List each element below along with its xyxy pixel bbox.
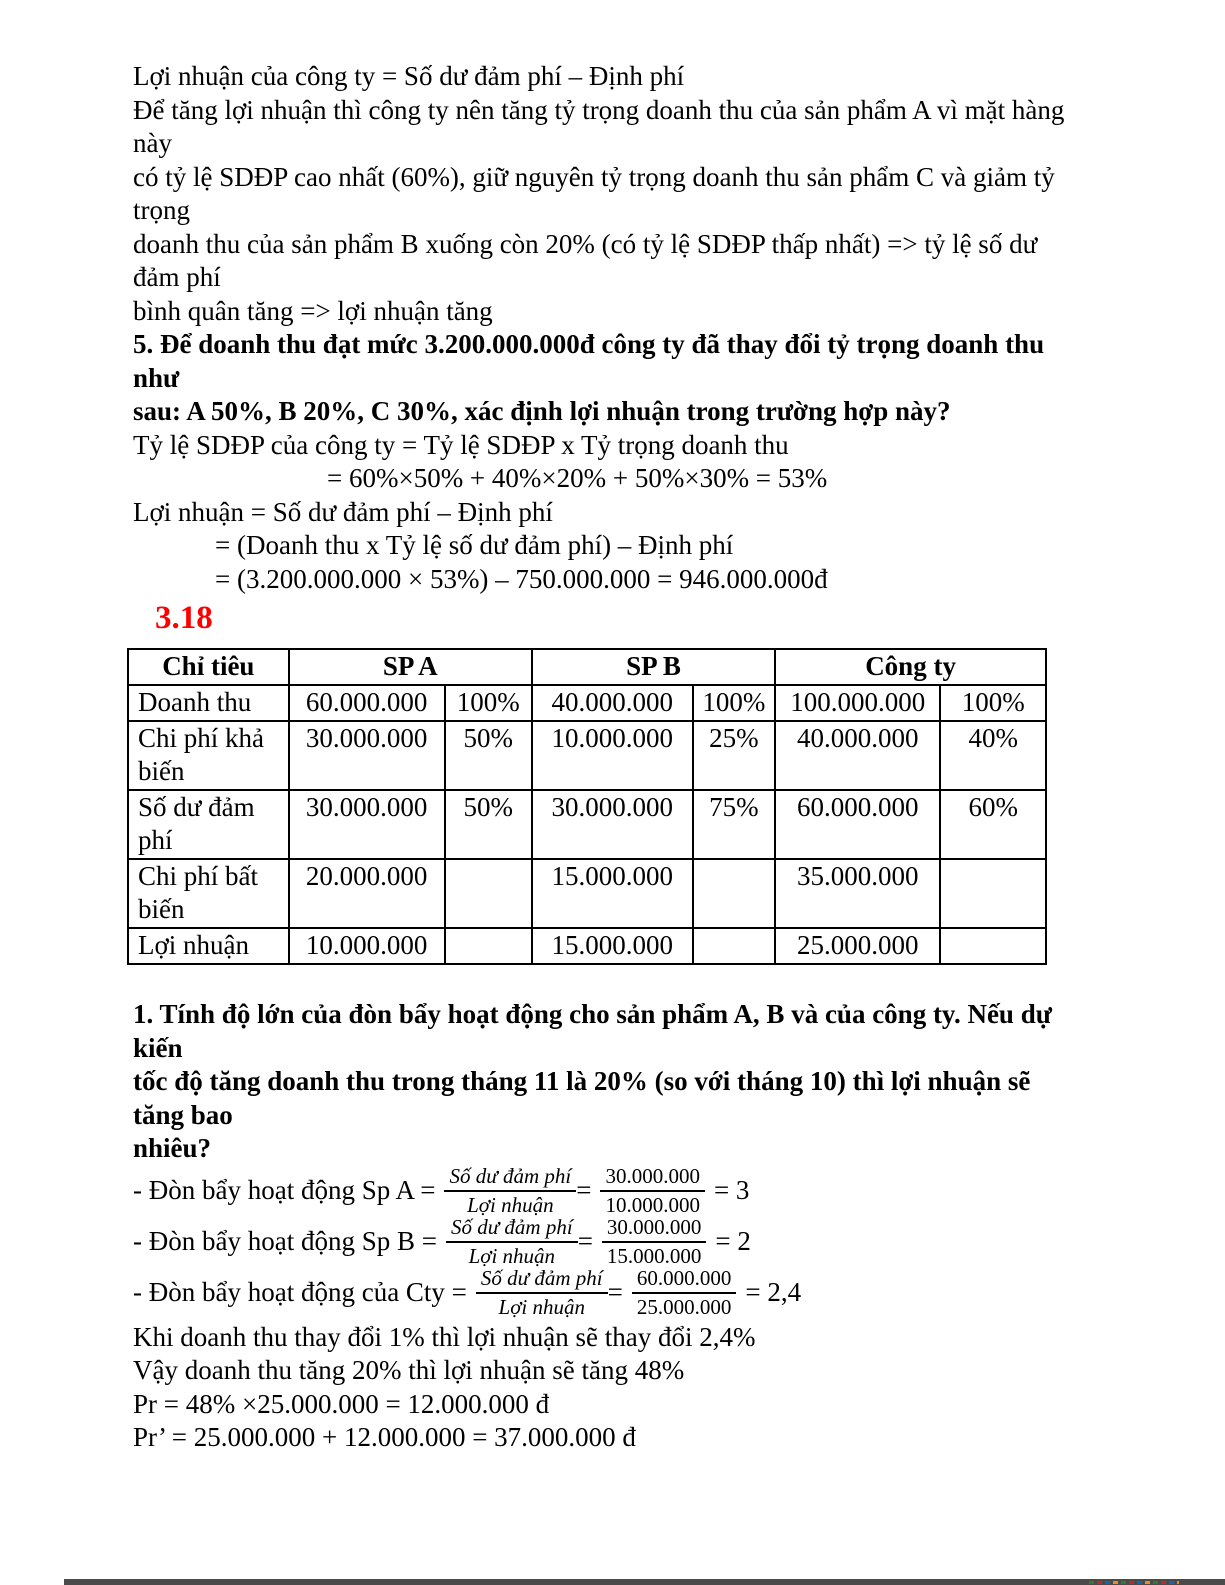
fraction-values: $\frac{30.000.000}{15.000.000}$ — [602, 1215, 707, 1269]
table-header-sp-a: SP A — [289, 649, 532, 685]
table-cell: 100.000.000 — [775, 685, 940, 721]
table-cell: 15.000.000 — [532, 928, 693, 964]
leverage-formula-company — [133, 1268, 1128, 1319]
table-cell: 100% — [445, 685, 532, 721]
table-header-row — [128, 649, 1046, 685]
formula-result: = 2 — [715, 1226, 751, 1257]
table-cell: 10.000.000 — [289, 928, 445, 964]
question-1-heading: kiến — [133, 1032, 183, 1063]
solution-line: Lợi nhuận = Số dư đảm phí – Định phí — [133, 496, 553, 527]
table-cell: 60.000.000 — [775, 790, 940, 859]
leverage-formula-sp-a — [133, 1166, 1128, 1217]
table-row — [128, 790, 1046, 859]
solution-line: = (Doanh thu x Tỷ lệ số dư đảm phí) – Định phí — [215, 530, 734, 560]
intro-line: trọng — [133, 195, 190, 225]
page-bottom-divider — [64, 1579, 1225, 1585]
intro-line: đảm phí — [133, 262, 221, 292]
question-1-heading: tăng bao — [133, 1099, 233, 1130]
intro-line: Lợi nhuận của công ty = Số dư đảm phí – Định phí — [133, 61, 685, 91]
intro-line: bình quân tăng => lợi nhuận tăng — [133, 295, 493, 326]
table-cell: 100% — [940, 685, 1046, 721]
row-label: Số dư đảm phí — [128, 790, 289, 859]
table-cell: 25.000.000 — [775, 928, 940, 964]
equals-sign: = — [577, 1226, 593, 1257]
leverage-formula-sp-b — [133, 1217, 1128, 1268]
intro-line: này — [133, 128, 172, 158]
closing-line: Vậy doanh thu tăng 20% thì lợi nhuận sẽ tăng 48% — [133, 1355, 685, 1385]
fraction-symbolic: $\frac{\text{Số dư đảm phí}}{\text{Lợi nhuận}}$ — [444, 1164, 576, 1218]
table-header-metric: Chỉ tiêu — [128, 649, 289, 685]
table-cell: 40.000.000 — [532, 685, 693, 721]
question-5-heading: 5. Để doanh thu đạt mức 3.200.000.000đ công ty đã thay đổi tỷ trọng doanh thu — [133, 329, 1045, 359]
formula-label: - Đòn bẩy hoạt động Sp B = — [133, 1226, 437, 1257]
table-cell: 50% — [445, 721, 532, 790]
fraction-symbolic: $\frac{\text{Số dư đảm phí}}{\text{Lợi nhuận}}$ — [476, 1266, 608, 1320]
table-cell: 20.000.000 — [289, 859, 445, 928]
table-row — [128, 928, 1046, 964]
row-label: Chi phí bất biến — [128, 859, 289, 928]
table-cell: 40.000.000 — [775, 721, 940, 790]
closing-line: Khi doanh thu thay đổi 1% thì lợi nhuận sẽ thay đổi 2,4% — [133, 1321, 756, 1352]
row-label: Lợi nhuận — [128, 928, 289, 964]
row-label: Doanh thu — [128, 685, 289, 721]
formula-label: - Đòn bẩy hoạt động của Cty = — [133, 1277, 467, 1308]
table-cell: 50% — [445, 790, 532, 859]
table-cell — [693, 928, 776, 964]
section-heading: 3.18 — [155, 600, 213, 636]
bottom-bar-color-dashes — [1089, 1581, 1179, 1584]
fraction-values: $\frac{60.000.000}{25.000.000}$ — [632, 1266, 737, 1320]
table-cell: 60.000.000 — [289, 685, 445, 721]
question-5-heading: như — [133, 362, 180, 393]
table-cell: 100% — [693, 685, 776, 721]
intro-line: doanh thu của sản phẩm B xuống còn 20% (có tỷ lệ SDĐP thấp nhất) => tỷ lệ số dư — [133, 228, 1038, 259]
table-cell: 40% — [940, 721, 1046, 790]
table-row — [128, 685, 1046, 721]
table-cell: 10.000.000 — [532, 721, 693, 790]
table-cell: 75% — [693, 790, 776, 859]
table-header-sp-b: SP B — [532, 649, 775, 685]
contribution-margin-table — [127, 648, 1047, 965]
table-cell — [940, 928, 1046, 964]
question-1-heading: nhiêu? — [133, 1133, 212, 1163]
solution-line: = 60%×50% + 40%×20% + 50%×30% = 53% — [327, 463, 828, 493]
table-cell — [445, 859, 532, 928]
closing-line: Pr’ = 25.000.000 + 12.000.000 = 37.000.000 đ — [133, 1422, 636, 1452]
fraction-symbolic: $\frac{\text{Số dư đảm phí}}{\text{Lợi nhuận}}$ — [446, 1215, 578, 1269]
question-5-heading: sau: A 50%, B 20%, C 30%, xác định lợi nhuận trong trường hợp này? — [133, 396, 951, 426]
document-page — [133, 60, 1128, 1455]
equals-sign: = — [576, 1175, 592, 1206]
fraction-values: $\frac{30.000.000}{10.000.000}$ — [600, 1164, 705, 1218]
table-row — [128, 721, 1046, 790]
table-cell: 30.000.000 — [532, 790, 693, 859]
table-cell: 15.000.000 — [532, 859, 693, 928]
formula-label: - Đòn bẩy hoạt động Sp A = — [133, 1175, 436, 1206]
question-1-heading: 1. Tính độ lớn của đòn bẩy hoạt động cho sản phẩm A, B và của công ty. Nếu dự — [133, 999, 1052, 1029]
solution-line: Tỷ lệ SDĐP của công ty = Tỷ lệ SDĐP x Tỷ trọng doanh thu — [133, 429, 789, 460]
table-cell: 60% — [940, 790, 1046, 859]
table-cell: 30.000.000 — [289, 721, 445, 790]
closing-line: Pr = 48% ×25.000.000 = 12.000.000 đ — [133, 1388, 550, 1419]
intro-line: có tỷ lệ SDĐP cao nhất (60%), giữ nguyên tỷ trọng doanh thu sản phẩm C và giảm tỷ — [133, 161, 1055, 192]
table-cell: 30.000.000 — [289, 790, 445, 859]
table-cell — [693, 859, 776, 928]
intro-line: Để tăng lợi nhuận thì công ty nên tăng tỷ trọng doanh thu của sản phẩm A vì mặt hàng — [133, 94, 1065, 125]
equals-sign: = — [607, 1277, 623, 1308]
table-header-company: Công ty — [775, 649, 1046, 685]
table-cell: 25% — [693, 721, 776, 790]
table-row — [128, 859, 1046, 928]
formula-result: = 3 — [713, 1175, 750, 1206]
question-1-heading: tốc độ tăng doanh thu trong tháng 11 là 20% (so với tháng 10) thì lợi nhuận sẽ — [133, 1066, 1031, 1096]
solution-line: = (3.200.000.000 × 53%) – 750.000.000 = 946.000.000đ — [215, 563, 828, 594]
table-cell — [445, 928, 532, 964]
row-label: Chi phí khả biến — [128, 721, 289, 790]
table-cell — [940, 859, 1046, 928]
table-cell: 35.000.000 — [775, 859, 940, 928]
formula-result: = 2,4 — [745, 1277, 802, 1308]
